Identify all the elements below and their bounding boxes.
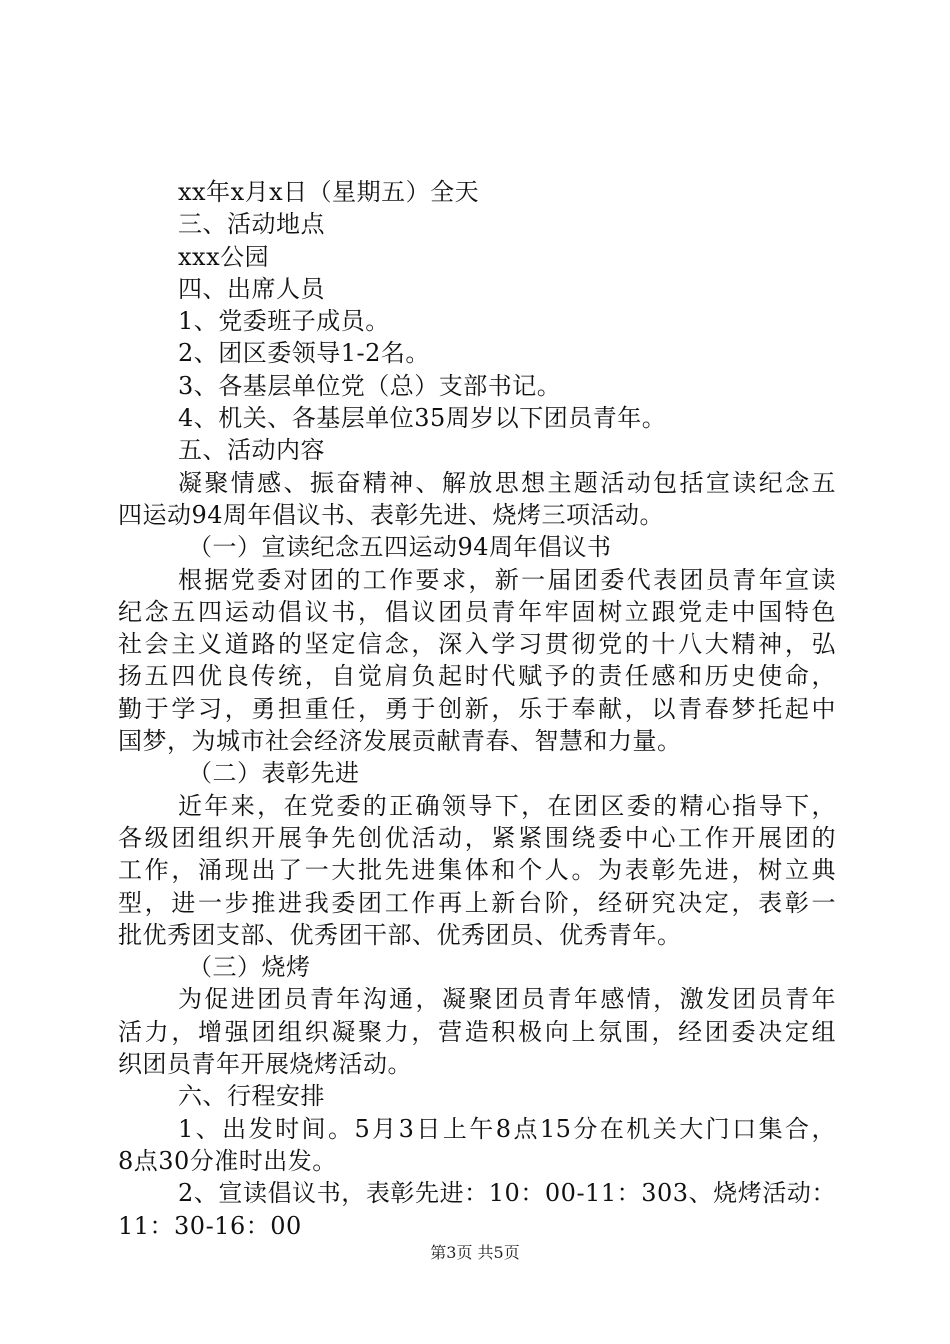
paragraph-line: 勤于学习，勇担重任，勇于创新，乐于奉献，以青春梦托起中	[118, 694, 836, 723]
paragraph-line: 根据党委对团的工作要求，新一届团委代表团员青年宣读	[178, 565, 836, 594]
paragraph-line: 活力，增强团组织凝聚力，营造积极向上氛围，经团委决定组	[118, 1017, 836, 1046]
schedule-item-2-cont: 11：30-16：00	[118, 1211, 302, 1240]
paragraph-line: 社会主义道路的坚定信念，深入学习贯彻党的十八大精神，弘	[118, 630, 836, 659]
section-heading-location: 三、活动地点	[178, 210, 325, 239]
paragraph-line: 凝聚情感、振奋精神、解放思想主题活动包括宣读纪念五	[178, 468, 836, 497]
page-footer: 第3页 共5页	[430, 1243, 520, 1262]
section-heading-content: 五、活动内容	[178, 436, 325, 465]
paragraph-line: 型，进一步推进我委团工作再上新台阶，经研究决定，表彰一	[118, 888, 836, 917]
paragraph-line: 纪念五四运动倡议书，倡议团员青年牢固树立跟党走中国特色	[118, 597, 836, 626]
attendee-item-4: 4、机关、各基层单位35周岁以下团员青年。	[178, 404, 667, 433]
section-heading-schedule: 六、行程安排	[178, 1082, 325, 1111]
paragraph-line: 近年来，在党委的正确领导下，在团区委的精心指导下，	[178, 791, 836, 820]
schedule-item-2: 2、宣读倡议书，表彰先进：10：00-11：303、烧烤活动：	[178, 1179, 836, 1208]
subsection-heading-3: （三）烧烤	[188, 953, 311, 982]
event-date-line: xx年x月x日（星期五）全天	[178, 178, 480, 206]
attendee-item-3: 3、各基层单位党（总）支部书记。	[178, 371, 562, 400]
schedule-item-1-cont: 8点30分准时出发。	[118, 1146, 337, 1175]
subsection-heading-1: （一）宣读纪念五四运动94周年倡议书	[188, 533, 612, 562]
paragraph-line: 为促进团员青年沟通，凝聚团员青年感情，激发团员青年	[178, 985, 836, 1014]
subsection-heading-2: （二）表彰先进	[188, 759, 360, 788]
paragraph-line: 国梦，为城市社会经济发展贡献青春、智慧和力量。	[118, 727, 682, 756]
document-body	[118, 176, 836, 1242]
paragraph-line: 织团员青年开展烧烤活动。	[118, 1050, 412, 1079]
attendee-item-2: 2、团区委领导1-2名。	[178, 339, 430, 368]
paragraph-line: 工作，涌现出了一大批先进集体和个人。为表彰先进，树立典	[118, 856, 836, 885]
paragraph-line: 批优秀团支部、优秀团干部、优秀团员、优秀青年。	[118, 920, 682, 949]
paragraph-line: 各级团组织开展争先创优活动，紧紧围绕委中心工作开展团的	[118, 823, 836, 852]
section-heading-attendees: 四、出席人员	[178, 274, 325, 303]
schedule-item-1: 1、出发时间。5月3日上午8点15分在机关大门口集合，	[178, 1114, 836, 1143]
attendee-item-1: 1、党委班子成员。	[178, 307, 390, 336]
paragraph-line: 扬五四优良传统，自觉肩负起时代赋予的责任感和历史使命，	[118, 662, 836, 691]
location-line: xxx公园	[178, 242, 270, 271]
paragraph-line: 四运动94周年倡议书、表彰先进、烧烤三项活动。	[118, 500, 665, 529]
